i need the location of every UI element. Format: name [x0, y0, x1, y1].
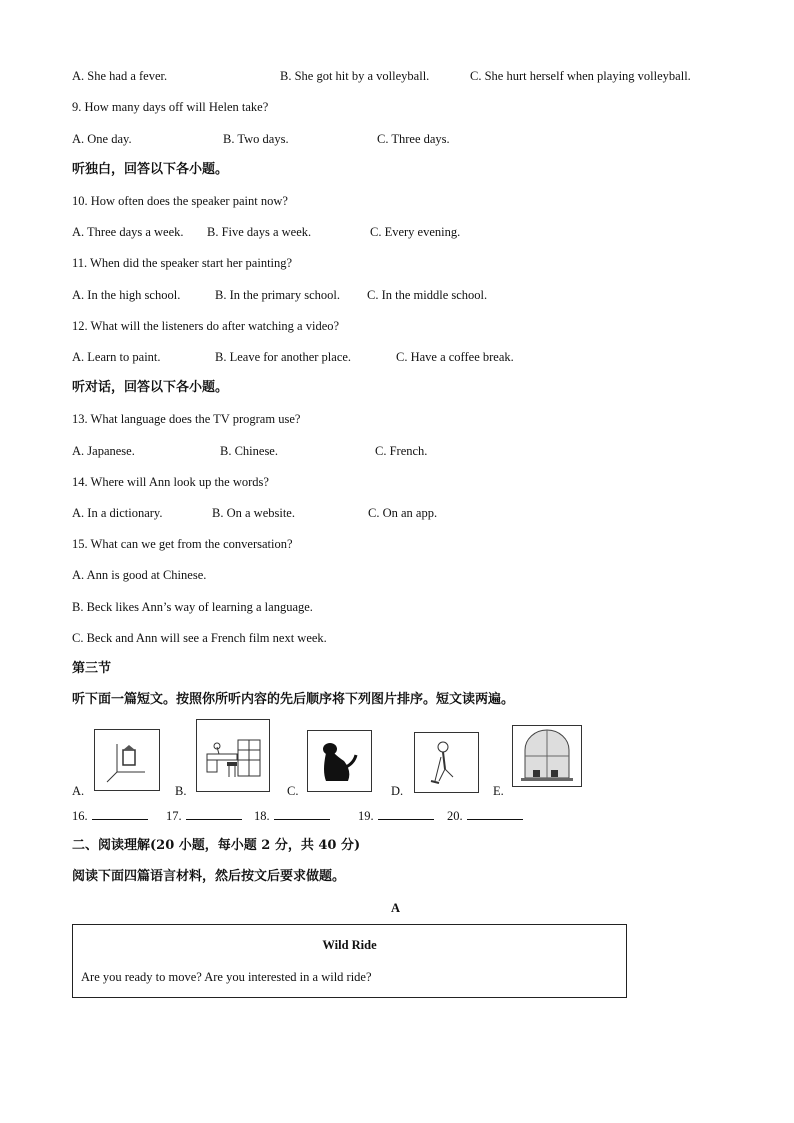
- boy-sweeping-icon: [415, 733, 478, 792]
- picture-d-boy-sweeping: [414, 732, 479, 793]
- picture-label-e: E.: [493, 784, 504, 798]
- dialogue-header: 听对话，回答以下各小题。: [72, 380, 229, 395]
- q8-option-c: C. She hurt herself when playing volleyball.: [470, 69, 691, 83]
- desk-icon: [197, 720, 269, 791]
- picture-c-dog: [307, 730, 372, 792]
- section3-instruction: 听下面一篇短文。按照你所听内容的先后顺序将下列图片排序。短文读两遍。: [72, 692, 515, 707]
- q13-option-c: C. French.: [375, 444, 428, 458]
- q9-option-a: A. One day.: [72, 132, 132, 146]
- passage-box: [72, 924, 627, 998]
- picture-label-c: C.: [287, 784, 299, 798]
- q10-option-c: C. Every evening.: [370, 225, 461, 239]
- q13-question: 13. What language does the TV program use?: [72, 412, 301, 426]
- picture-b-desk-bookshelf: [196, 719, 270, 792]
- q14-option-c: C. On an app.: [368, 506, 438, 520]
- q12-option-b: B. Leave for another place.: [215, 350, 352, 364]
- q12-question: 12. What will the listeners do after watching a video?: [72, 319, 340, 333]
- picture-a-frame-on-wall: [94, 729, 160, 791]
- q10-option-a: A. Three days a week.: [72, 225, 184, 239]
- q11-option-a: A. In the high school.: [72, 288, 181, 302]
- q11-option-b: B. In the primary school.: [215, 288, 340, 302]
- blank-17[interactable]: 17.: [166, 807, 242, 824]
- q14-option-b: B. On a website.: [212, 506, 295, 520]
- part2-title: 二、阅读理解(20 小题，每小题 2 分，共 40 分): [72, 838, 361, 853]
- passage-letter: A: [391, 901, 401, 915]
- picture-label-d: D.: [391, 784, 404, 798]
- q15-option-c: C. Beck and Ann will see a French film next week.: [72, 631, 327, 645]
- part2-instruction: 阅读下面四篇语言材料，然后按文后要求做题。: [72, 869, 346, 884]
- window-icon: [513, 726, 581, 786]
- q9-question: 9. How many days off will Helen take?: [72, 100, 269, 114]
- blank-16[interactable]: 16.: [72, 807, 148, 824]
- q12-option-c: C. Have a coffee break.: [396, 350, 514, 364]
- q11-question: 11. When did the speaker start her painting?: [72, 256, 293, 270]
- passage-title: Wild Ride: [322, 938, 377, 952]
- q15-question: 15. What can we get from the conversation?: [72, 537, 293, 551]
- q10-option-b: B. Five days a week.: [207, 225, 312, 239]
- blank-19[interactable]: 19.: [358, 807, 434, 824]
- blank-18[interactable]: 18.: [254, 807, 330, 824]
- dog-icon: [308, 731, 371, 791]
- q15-option-a: A. Ann is good at Chinese.: [72, 568, 207, 582]
- picture-label-a: A.: [72, 784, 85, 798]
- picture-e-window: [512, 725, 582, 787]
- monologue-header: 听独白，回答以下各小题。: [72, 162, 229, 177]
- q14-question: 14. Where will Ann look up the words?: [72, 475, 269, 489]
- q8-option-b: B. She got hit by a volleyball.: [280, 69, 430, 83]
- blank-20[interactable]: 20.: [447, 807, 523, 824]
- passage-text: Are you ready to move? Are you interested in a wild ride?: [81, 970, 372, 984]
- q12-option-a: A. Learn to paint.: [72, 350, 161, 364]
- q10-question: 10. How often does the speaker paint now?: [72, 194, 288, 208]
- q8-option-a: A. She had a fever.: [72, 69, 168, 83]
- q13-option-b: B. Chinese.: [220, 444, 278, 458]
- q13-option-a: A. Japanese.: [72, 444, 135, 458]
- q15-option-b: B. Beck likes Ann’s way of learning a language.: [72, 600, 313, 614]
- q11-option-c: C. In the middle school.: [367, 288, 488, 302]
- q9-option-b: B. Two days.: [223, 132, 289, 146]
- q14-option-a: A. In a dictionary.: [72, 506, 163, 520]
- wall-picture-icon: [95, 730, 159, 790]
- q9-option-c: C. Three days.: [377, 132, 450, 146]
- section3-title: 第三节: [72, 661, 112, 676]
- picture-label-b: B.: [175, 784, 187, 798]
